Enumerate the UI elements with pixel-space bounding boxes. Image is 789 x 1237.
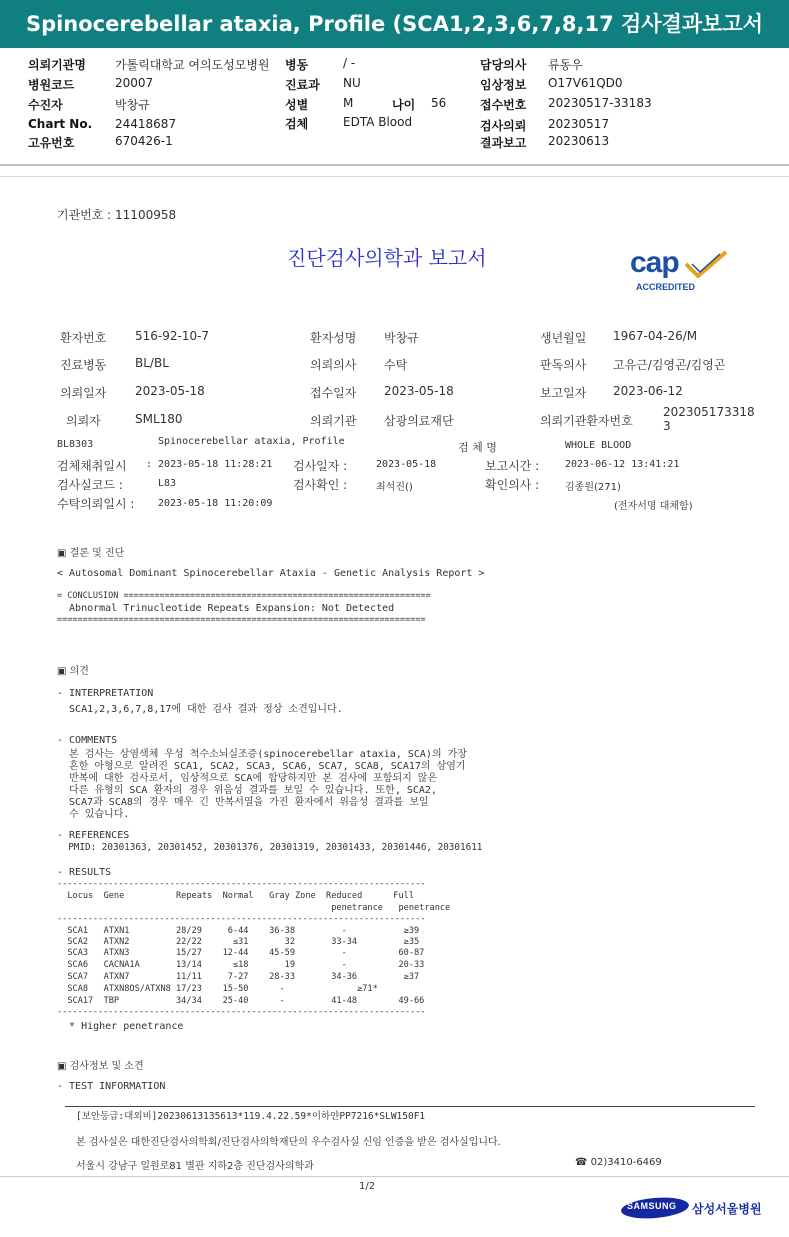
conclusion-rule-bottom: ======================================================================== [57, 615, 426, 625]
info-value-doctor: 류동우 [548, 58, 583, 72]
conclusion-title: < Autosomal Dominant Spinocerebellar Ataxia - Genetic Analysis Report > [57, 568, 485, 579]
row-value-patient-name: 박창규 [384, 331, 419, 345]
page-bottom-divider [0, 1176, 789, 1177]
comments-line: 반복에 대한 검사로서, 임상적으로 SCA에 합당하지만 본 검사에 포함되지 않은 [57, 773, 438, 784]
info-value-department: NU [343, 76, 361, 90]
info-label-doctor: 담당의사 [480, 58, 527, 72]
header-divider [0, 164, 789, 166]
interpretation-heading: - INTERPRETATION [57, 688, 154, 699]
info-label-test-request: 검사의뢰 [480, 119, 527, 133]
row-label-requesting-org: 의뢰기관 [310, 414, 357, 428]
report-title: 진단검사의학과 보고서 [287, 246, 487, 270]
info-value-test-request: 20230517 [548, 117, 610, 131]
row-label-request-date: 의뢰일자 [60, 386, 107, 400]
info-label-department: 진료과 [285, 78, 320, 92]
info-value-receipt-no: 20230517-33183 [548, 96, 652, 110]
info-label-patient: 수진자 [28, 98, 63, 112]
results-row: SCA8 ATXN8OS/ATXN8 17/23 15-50 - ≥71* [57, 984, 378, 994]
info-value-specimen: EDTA Blood [343, 115, 413, 129]
results-row: SCA7 ATXN7 11/11 7-27 28-33 34-36 ≥37 [57, 972, 420, 982]
meta-value-confirm-doctor: 김종원(271) [565, 482, 621, 493]
certification-text: 본 검사실은 대한진단검사의학회/진단검사의학재단의 우수검사실 신임 인증을 받은 검사실입니다. [76, 1137, 501, 1148]
row-value-ward: BL/BL [135, 356, 169, 370]
specimen-label: 검 체 명 [458, 441, 497, 454]
info-value-clinical-info: O17V61QD0 [548, 76, 623, 90]
row-label-patient-name: 환자성명 [310, 331, 357, 345]
phone-text: ☎ 02)3410-6469 [575, 1157, 662, 1168]
cap-logo [626, 246, 736, 296]
header-divider-thin [0, 176, 789, 177]
info-label-specimen: 검체 [285, 117, 309, 131]
report-header-title: Spinocerebellar ataxia, Profile (SCA1,2,3,6,7,8,17 검사결과보고서 [25, 12, 764, 36]
hospital-name: 삼성서울병원 [692, 1202, 762, 1216]
comments-line: 수 있습니다. [57, 809, 130, 820]
meta-label-report-time: 보고시간 : [485, 459, 540, 473]
conclusion-rule-top: = CONCLUSION ============================================================ [57, 591, 431, 601]
info-value-unique-no: 670426-1 [115, 134, 173, 148]
meta-label-test-date: 검사일자 : [293, 459, 348, 473]
specimen-value: WHOLE BLOOD [565, 440, 632, 451]
interpretation-text: SCA1,2,3,6,7,8,17에 대한 검사 결과 정상 소견입니다. [57, 704, 343, 715]
row-value-birth: 1967-04-26/M [613, 329, 698, 343]
test-code: BL8303 [57, 439, 94, 450]
row-value-request-date: 2023-05-18 [135, 384, 205, 398]
comments-line: 다른 유형의 SCA 환자의 경우 위음성 결과를 보일 수 있습니다. 또한, SCA2, [57, 785, 437, 796]
results-row: SCA1 ATXN1 28/29 6-44 36-38 - ≥39 [57, 926, 420, 936]
row-label-requester: 의뢰자 [66, 414, 101, 428]
row-label-receipt-date: 접수일자 [310, 386, 357, 400]
comments-heading: - COMMENTS [57, 735, 118, 746]
results-heading: - RESULTS [57, 867, 112, 878]
info-value-hospital-code: 20007 [115, 76, 154, 90]
org-number: 기관번호 : 11100958 [57, 208, 177, 222]
comments-line: 본 검사는 상염색체 우성 척수소뇌실조증(spinocerebellar ataxia, SCA)의 가장 [57, 749, 467, 760]
cap-accredited-text: ACCREDITED [636, 282, 696, 292]
meta-value-test-confirm: 최석진() [376, 482, 413, 493]
info-value-ward: / - [343, 56, 356, 70]
info-value-result-report: 20230613 [548, 134, 610, 148]
meta-value-collection: : 2023-05-18 11:28:21 [146, 459, 273, 470]
results-rule-mid: ------------------------------------------------------------------------ [57, 914, 426, 924]
results-row: SCA17 TBP 34/34 25-40 - 41-48 49-66 [57, 996, 425, 1006]
e-signature-note: (전자서명 대체함) [614, 501, 693, 512]
results-rule-top: ------------------------------------------------------------------------ [57, 879, 426, 889]
meta-value-report-time: 2023-06-12 13:41:21 [565, 459, 680, 470]
test-info-heading: - TEST INFORMATION [57, 1081, 166, 1092]
row-label-patient-no: 환자번호 [60, 331, 107, 345]
info-label-chart-no: Chart No. [28, 117, 93, 131]
row-value-reading-doctor: 고유근/김영곤/김영곤 [613, 358, 726, 372]
test-name: Spinocerebellar ataxia, Profile [158, 436, 345, 447]
row-label-reading-doctor: 판독의사 [540, 358, 587, 372]
info-label-requester: 의뢰기관명 [28, 58, 86, 72]
info-label-hospital-code: 병원코드 [28, 78, 75, 92]
info-label-result-report: 결과보고 [480, 136, 527, 150]
meta-value-lab-code: L83 [158, 478, 177, 489]
section-test-info: ▣ 검사정보 및 소견 [57, 1061, 144, 1072]
cap-check-icon [684, 250, 728, 278]
row-value-org-patient-no: 202305173318 [663, 405, 755, 419]
results-row: SCA3 ATXN3 15/27 12-44 45-59 - 60-87 [57, 948, 425, 958]
info-value-requester: 가톨릭대학교 여의도성모병원 [115, 58, 270, 72]
references-text: PMID: 20301363, 20301452, 20301376, 20301319, 20301433, 20301446, 20301611 [57, 842, 483, 853]
row-value-ordering-doctor: 수탁 [384, 358, 408, 372]
meta-label-collection: 검체채취일시 [57, 459, 127, 473]
references-heading: - REFERENCES [57, 830, 130, 841]
row-value-receipt-date: 2023-05-18 [384, 384, 454, 398]
comments-line: SCA7과 SCA8의 경우 매우 긴 반복서열을 가진 환자에서 위음성 결과를 보일 [57, 797, 429, 808]
meta-label-confirm-doctor: 확인의사 : [485, 478, 540, 492]
section-opinion: ▣ 의견 [57, 666, 89, 677]
info-label-ward: 병동 [285, 58, 309, 72]
results-row: SCA6 CACNA1A 13/14 ≤18 19 - 20-33 [57, 960, 425, 970]
row-value-report-date: 2023-06-12 [613, 384, 683, 398]
results-footnote: * Higher penetrance [57, 1021, 184, 1032]
meta-label-test-confirm: 검사확인 : [293, 478, 348, 492]
info-label-unique-no: 고유번호 [28, 136, 75, 150]
row-label-ordering-doctor: 의뢰의사 [310, 358, 357, 372]
row-label-report-date: 보고일자 [540, 386, 587, 400]
address-text: 서울시 강남구 일원로81 별관 지하2층 진단검사의학과 [76, 1161, 314, 1172]
info-label-clinical-info: 임상정보 [480, 78, 527, 92]
info-value-sex: M [343, 96, 354, 110]
info-value-chart-no: 24418687 [115, 117, 177, 131]
row-value-requester: SML180 [135, 412, 183, 426]
results-header: Locus Gene Repeats Normal Gray Zone Reduced Full [57, 891, 414, 901]
row-label-org-patient-no: 의뢰기관환자번호 [540, 414, 633, 428]
meta-label-lab-code: 검사실코드 : [57, 478, 123, 492]
conclusion-text: Abnormal Trinucleotide Repeats Expansion: Not Detected [57, 603, 395, 614]
samsung-logo-text: SAMSUNG [627, 1201, 677, 1211]
results-rule-bottom: ------------------------------------------------------------------------ [57, 1007, 426, 1017]
info-label-age: 나이 [392, 98, 416, 112]
footer-divider [65, 1106, 755, 1107]
row-label-ward: 진료병동 [60, 358, 107, 372]
results-row: SCA2 ATXN2 22/22 ≤31 32 33-34 ≥35 [57, 937, 420, 947]
security-grade: [보안등급:대외비]20230613135613*119.4.22.59*이하얀PP7216*SLW150F1 [76, 1111, 426, 1122]
row-value-org-patient-no-cont: 3 [663, 419, 671, 433]
row-value-requesting-org: 삼광의료재단 [384, 414, 454, 428]
row-value-patient-no: 516-92-10-7 [135, 329, 210, 343]
comments-line: 흔한 아형으로 알려진 SCA1, SCA2, SCA3, SCA6, SCA7, SCA8, SCA17의 삼염기 [57, 761, 466, 772]
cap-logo-text: cap [630, 246, 679, 279]
results-header-sub: penetrance penetrance [57, 903, 451, 913]
meta-value-commission: 2023-05-18 11:20:09 [158, 498, 273, 509]
info-value-patient: 박창규 [115, 98, 150, 112]
page-number: 1/2 [359, 1181, 376, 1192]
samsung-logo [620, 1197, 690, 1219]
info-value-age: 56 [431, 96, 447, 110]
info-label-sex: 성별 [285, 98, 309, 112]
meta-label-commission: 수탁의뢰일시 : [57, 497, 135, 511]
info-label-receipt-no: 접수번호 [480, 98, 527, 112]
meta-value-test-date: 2023-05-18 [376, 459, 437, 470]
section-conclusion: ▣ 결론 및 진단 [57, 548, 125, 559]
row-label-birth: 생년월일 [540, 331, 587, 345]
